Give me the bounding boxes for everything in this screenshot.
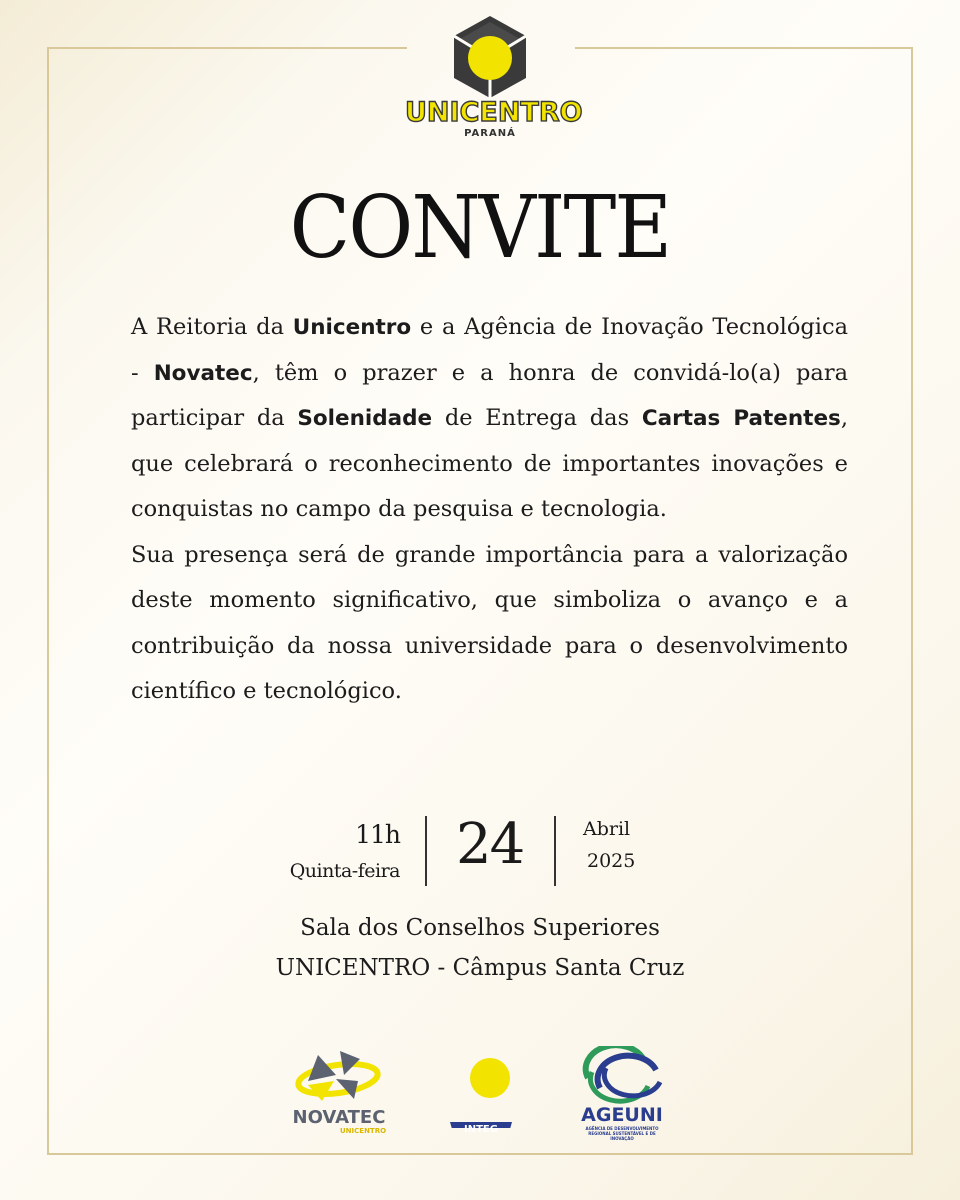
- integ-name: INTEG: [464, 1124, 498, 1135]
- frame-bottom: [47, 1153, 913, 1155]
- event-date-block: [0, 812, 960, 892]
- novatec-pinwheel-icon: [278, 1045, 400, 1105]
- novatec-name: NOVATEC: [292, 1107, 386, 1128]
- text-span: A Reitoria da: [131, 314, 293, 340]
- ageuni-name: AGEUNI: [581, 1104, 663, 1126]
- text-span: , que celebrará o reconhecimento de importantes inovações e conquistas no campo da pesquisa e tecnologia.: [131, 405, 848, 522]
- bold-solenidade: Solenidade: [297, 406, 433, 431]
- integ-sun-icon: [442, 1048, 520, 1128]
- event-year: 2025: [587, 850, 636, 872]
- invitation-body: [131, 305, 848, 715]
- event-day: 24: [456, 812, 524, 877]
- frame-top-right: [575, 47, 913, 49]
- event-weekday: Quinta-feira: [289, 860, 400, 882]
- text-span: e a Agência de Inovação Tecnológica -: [131, 314, 849, 386]
- paragraph-1: [131, 305, 848, 533]
- text-span: de Entrega das: [432, 405, 642, 431]
- date-divider-right: [554, 816, 556, 886]
- bold-unicentro: Unicentro: [292, 315, 412, 340]
- bold-novatec: Novatec: [153, 360, 253, 386]
- ageuni-logo: [570, 1046, 674, 1142]
- date-divider-left: [425, 816, 427, 886]
- unicentro-logo-state: PARANÁ: [464, 128, 516, 139]
- unicentro-logo-name: UNICENTRO: [405, 97, 583, 128]
- event-time: 11h: [355, 820, 400, 849]
- paragraph-2: Sua presença será de grande importância para a valorização deste momento significativo, que simboliza o avanço e a contribuição da nossa universidade para o desenvolvimento científico e tecnológico.: [131, 541, 848, 704]
- page-title: CONVITE: [289, 178, 671, 278]
- integ-logo: [442, 1048, 520, 1140]
- frame-top-left: [47, 47, 407, 49]
- unicentro-cube-icon: [450, 14, 530, 100]
- text-span: , têm o prazer e a honra de convidá-lo(a) para participar da: [131, 359, 848, 431]
- ageuni-sub: AGÊNCIA DE DESENVOLVIMENTO REGIONAL SUSTENTÁVEL E DE INOVAÇÃO: [585, 1126, 659, 1141]
- bold-cartas-patentes: Cartas Patentes: [641, 406, 841, 431]
- novatec-logo: [278, 1045, 400, 1137]
- event-month: Abril: [583, 818, 631, 840]
- novatec-sub: UNICENTRO: [340, 1127, 387, 1135]
- ageuni-rings-icon: [570, 1046, 674, 1104]
- unicentro-logo: [405, 14, 583, 139]
- venue-room: Sala dos Conselhos Superiores: [300, 915, 660, 941]
- venue-campus: UNICENTRO - Câmpus Santa Cruz: [275, 955, 685, 981]
